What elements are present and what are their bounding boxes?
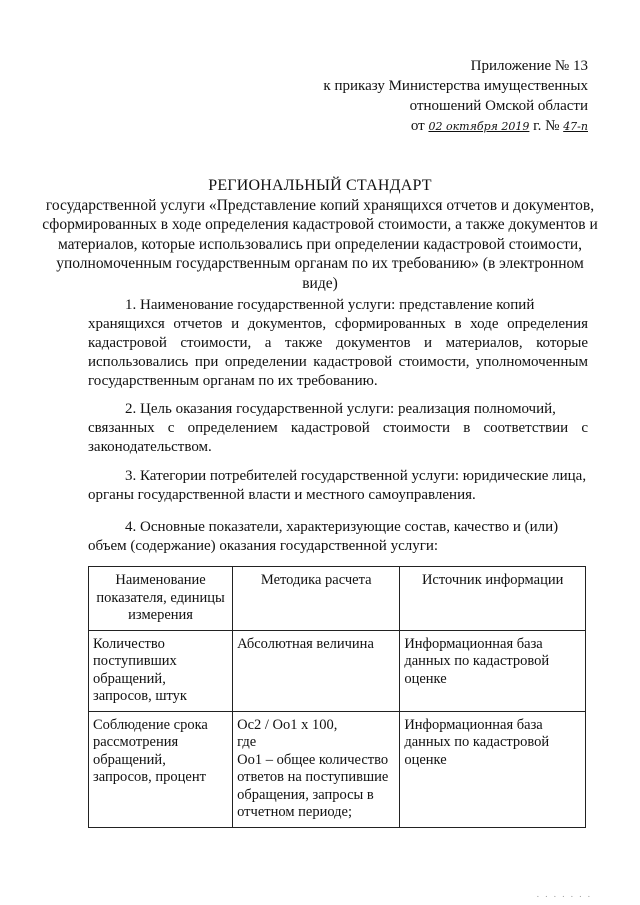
appendix-order: к приказу Министерства имущественных: [323, 78, 588, 94]
indicators-table: [88, 566, 586, 828]
column-header: Методика расчета: [233, 567, 400, 631]
column-header: Наименование показателя, единицы измерения: [89, 567, 233, 631]
column-header: Источник информации: [400, 567, 586, 631]
appendix-header: [323, 56, 588, 137]
table-cell: Абсолютная величина: [233, 630, 400, 711]
scan-artifact: . . . . . . .: [536, 889, 592, 899]
section-1: [88, 296, 588, 391]
table-header-row: [89, 567, 586, 631]
appendix-from: от: [410, 118, 425, 134]
section-2-first-line: 2. Цель оказания государственной услуги: реализация полномочий,: [125, 401, 556, 417]
title-subtitle: государственной услуги «Представление копий хранящихся отчетов и документов, сформированных в ходе определения кадастровой стоимости, а также документов и материалов, которые использовались при определении кадастровой стоимости, уполномоченным государственным органам по их требованию» (в электронном виде): [42, 196, 598, 292]
section-1-first-line: 1. Наименование государственной услуги: представление копий: [125, 297, 535, 313]
handwritten-date: 02 октября 2019: [428, 120, 530, 133]
section-4-text: объем (содержание) оказания государственной услуги:: [88, 538, 439, 554]
table-row: [89, 711, 586, 827]
document-title: [40, 176, 600, 293]
appendix-year-suffix: г. №: [533, 118, 560, 134]
table-row: [89, 630, 586, 711]
section-1-text: хранящихся отчетов и документов, сформированных в ходе определения кадастровой стоимости, а также документов и материалов, которые использовались при определении кадастровой стоимости, уполномоченным государственным органам по их требованию.: [88, 316, 588, 389]
table-cell: Информационная база данных по кадастровой оценке: [400, 630, 586, 711]
table-cell: Соблюдение срока рассмотрения обращений, запросов, процент: [89, 711, 233, 827]
section-4-first-line: 4. Основные показатели, характеризующие состав, качество и (или): [125, 519, 559, 535]
section-2-text: связанных с определением кадастровой стоимости в соответствии с законодательством.: [88, 420, 588, 455]
section-3: [88, 467, 588, 505]
appendix-ministry: отношений Омской области: [409, 98, 588, 114]
table-cell: Ос2 / Оо1 x 100, где Оо1 – общее количество ответов на поступившие обращения, запросы в отчетном периоде;: [233, 711, 400, 827]
appendix-date-line: [323, 116, 588, 137]
table-cell: Информационная база данных по кадастровой оценке: [400, 711, 586, 827]
appendix-number: Приложение № 13: [470, 58, 588, 74]
section-2: [88, 400, 588, 457]
section-4: [88, 518, 588, 556]
handwritten-number: 47-п: [563, 120, 588, 133]
table-cell: Количество поступивших обращений, запросов, штук: [89, 630, 233, 711]
title-heading: РЕГИОНАЛЬНЫЙ СТАНДАРТ: [208, 177, 432, 194]
section-3-first-line: 3. Категории потребителей государственной услуги: юридические лица,: [125, 468, 587, 484]
section-3-text: органы государственной власти и местного самоуправления.: [88, 487, 476, 503]
